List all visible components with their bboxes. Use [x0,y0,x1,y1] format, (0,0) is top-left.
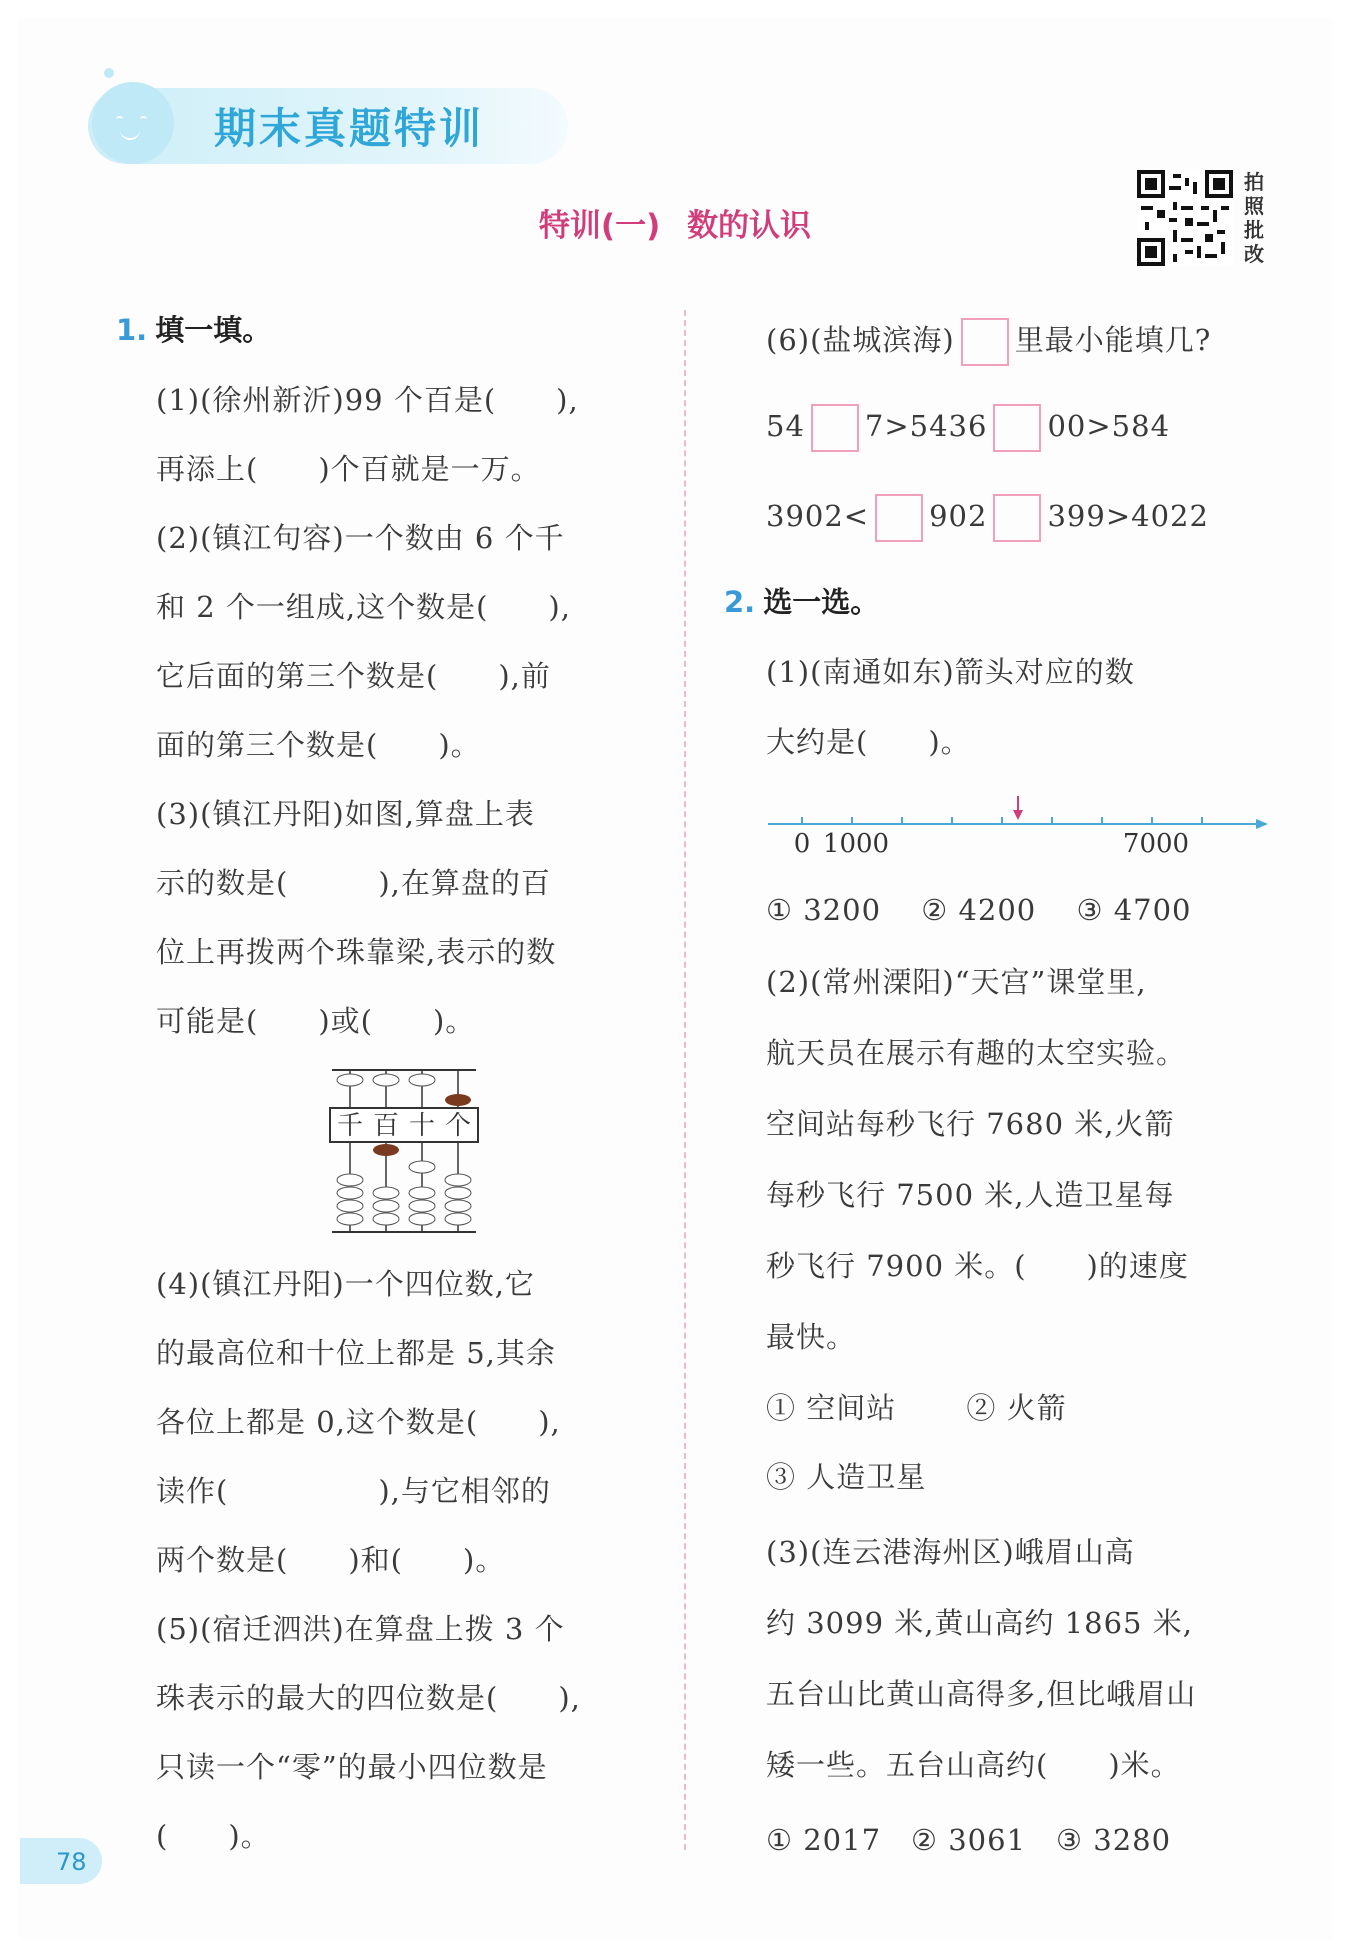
q2-1-options: ① 3200 ② 4200 ③ 4700 [766,893,1192,927]
answer-box[interactable] [993,494,1041,542]
q1-line-1: (1)(徐州新沂)99 个百是( ), [156,383,579,417]
question-1-number: 1. [116,313,148,347]
q1-line-17: 珠表示的最大的四位数是( ), [156,1681,581,1715]
q1-6-label: (6)(盐城滨海) [766,323,955,357]
q1-line-16: (5)(宿迁泗洪)在算盘上拨 3 个 [156,1612,565,1646]
q1-line-8: 示的数是( ),在算盘的百 [156,866,551,900]
question-2-heading [724,580,879,621]
qr-label: 拍照批改 [1244,170,1264,266]
number-line-label-0: 0 [793,829,811,859]
abacus-figure [326,1066,482,1236]
q1-6-row2-b: 902 [929,499,988,533]
number-line [766,790,1270,860]
q1-line-18: 只读一个“零”的最小四位数是 [156,1750,548,1784]
q2-2-line-1: (2)(常州溧阳)“天宫”课堂里, [766,965,1147,999]
answer-box[interactable] [875,494,923,542]
q1-6-row1-a: 54 [766,409,805,443]
q1-6-row2-a: 3902< [766,499,870,533]
abacus-label-bai: 百 [372,1111,400,1141]
question-1-heading [116,308,271,349]
q1-line-13: 各位上都是 0,这个数是( ), [156,1405,561,1439]
q2-2-line-3: 空间站每秒飞行 7680 米,火箭 [766,1107,1175,1141]
number-line-label-1000: 1000 [822,829,890,859]
q1-line-15: 两个数是( )和( )。 [156,1543,506,1577]
q2-3-line-2: 约 3099 米,黄山高约 1865 米, [766,1606,1193,1640]
q2-2-options-1: ① 空间站 ② 火箭 [766,1391,1067,1425]
q1-line-11: (4)(镇江丹阳)一个四位数,它 [156,1267,535,1301]
q1-6-row1-b: 7>5436 [864,409,988,443]
q1-line-4: 和 2 个一组成,这个数是( ), [156,590,571,624]
answer-box[interactable] [811,404,859,452]
q2-2-line-2: 航天员在展示有趣的太空实验。 [766,1036,1187,1070]
number-line-label-7000: 7000 [1122,829,1190,859]
question-2-number: 2. [724,585,756,619]
answer-box[interactable] [993,404,1041,452]
question-1-title: 填一填。 [155,313,272,347]
abacus-label-shi: 十 [408,1111,436,1141]
q1-6-line [766,318,1211,366]
section-title-part-a: 特训(一) [538,208,661,244]
q1-line-14: 读作( ),与它相邻的 [156,1474,551,1508]
q1-6-label-end: 里最小能填几? [1014,323,1212,357]
qr-code-icon[interactable] [1137,170,1233,266]
q1-line-10: 可能是( )或( )。 [156,1004,476,1038]
abacus-label-qian: 千 [336,1111,364,1141]
q2-1-line-2: 大约是( )。 [766,725,971,759]
q2-2-line-4: 每秒飞行 7500 米,人造卫星每 [766,1178,1175,1212]
q1-line-6: 面的第三个数是( )。 [156,728,481,762]
page-number-tab [20,1838,102,1884]
q1-line-3: (2)(镇江句容)一个数由 6 个千 [156,521,565,555]
q2-2-options-2: ③ 人造卫星 [766,1460,927,1494]
q2-2-line-5: 秒飞行 7900 米。( )的速度 [766,1249,1189,1283]
q2-3-options: ① 2017 ② 3061 ③ 3280 [766,1823,1172,1857]
mascot-icon [92,82,174,164]
section-title-part-b: 数的认识 [687,208,812,244]
q1-6-row-1 [766,404,1170,452]
q2-1-line-1: (1)(南通如东)箭头对应的数 [766,655,1135,689]
q1-6-row-2 [766,494,1209,542]
q2-3-line-3: 五台山比黄山高得多,但比峨眉山 [766,1677,1197,1711]
answer-box[interactable] [961,318,1009,366]
question-2-title: 选一选。 [763,585,880,619]
q1-line-19: ( )。 [156,1819,271,1853]
q1-line-9: 位上再拨两个珠靠梁,表示的数 [156,935,557,969]
q1-line-12: 的最高位和十位上都是 5,其余 [156,1336,556,1370]
q2-3-line-1: (3)(连云港海州区)峨眉山高 [766,1535,1135,1569]
q1-line-2: 再添上( )个百就是一万。 [156,452,541,486]
q1-line-5: 它后面的第三个数是( ),前 [156,659,551,693]
q2-2-line-6: 最快。 [766,1320,857,1354]
page-number: 78 [56,1848,87,1876]
column-divider [684,310,686,1850]
mascot-antenna-icon [104,68,114,78]
q1-6-row1-c: 00>584 [1047,409,1171,443]
abacus-label-ge: 个 [444,1111,472,1141]
q1-6-row2-c: 399>4022 [1047,499,1209,533]
banner-title: 期末真题特训 [214,104,485,153]
q2-3-line-4: 矮一些。五台山高约( )米。 [766,1748,1181,1782]
q1-line-7: (3)(镇江丹阳)如图,算盘上表 [156,797,535,831]
